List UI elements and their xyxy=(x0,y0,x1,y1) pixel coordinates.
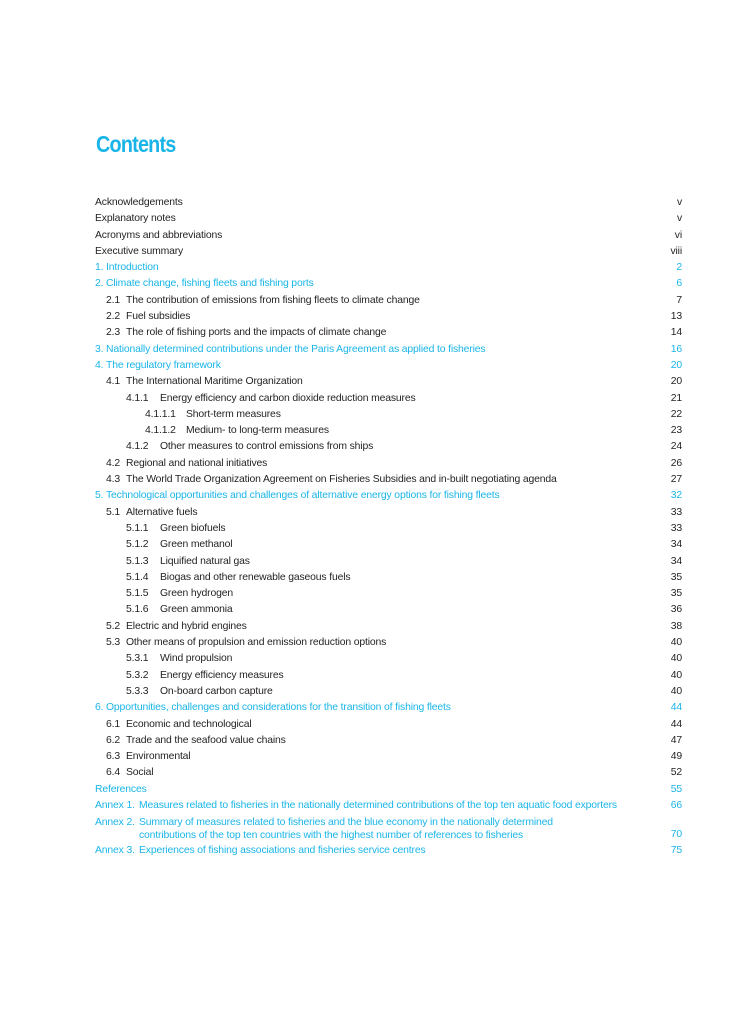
toc-entry-page: 35 xyxy=(670,588,682,600)
toc-entry[interactable] xyxy=(95,668,682,684)
toc-entry-title: The regulatory framework xyxy=(106,359,221,371)
toc-entry[interactable] xyxy=(95,814,682,843)
toc-entry-title: The International Maritime Organization xyxy=(126,376,303,388)
toc-entry-page: 34 xyxy=(670,555,682,567)
toc-entry-text xyxy=(95,244,652,260)
page-title: Contents xyxy=(96,131,176,157)
toc-entry-title: Energy efficiency and carbon dioxide reduction measures xyxy=(160,392,416,404)
toc-entry-page: 22 xyxy=(670,408,682,420)
toc-entry-text xyxy=(106,309,652,325)
toc-entry[interactable] xyxy=(95,570,682,586)
toc-entry-title: Liquified natural gas xyxy=(160,555,250,567)
toc-entry-text xyxy=(95,488,652,504)
toc-entry-number: 5.1.4 xyxy=(126,571,149,583)
toc-entry-title: Wind propulsion xyxy=(160,653,233,665)
toc-entry[interactable] xyxy=(95,407,682,423)
toc-entry-text xyxy=(95,211,652,227)
toc-entry-title: Regional and national initiatives xyxy=(126,457,268,469)
toc-entry[interactable] xyxy=(95,537,682,553)
toc-entry-text xyxy=(95,843,652,859)
toc-entry-title: Green ammonia xyxy=(160,604,233,616)
toc-entry-title: Economic and technological xyxy=(126,718,252,730)
toc-entry-page: 6 xyxy=(676,278,682,290)
toc-entry-number: 6.1 xyxy=(106,718,120,730)
toc-entry[interactable] xyxy=(95,358,682,374)
toc-entry-page: v xyxy=(676,197,682,208)
toc-entry-page: 55 xyxy=(670,783,682,795)
toc-entry-page: 40 xyxy=(670,653,682,665)
toc-entry[interactable] xyxy=(95,423,682,439)
toc-entry-text xyxy=(126,586,652,602)
toc-entry-text xyxy=(126,602,652,618)
toc-entry-number: 3. xyxy=(95,343,104,355)
toc-entry-title: Acronyms and abbreviations xyxy=(95,229,223,241)
toc-entry-number: 5.1.6 xyxy=(126,604,149,616)
toc-entry[interactable] xyxy=(95,843,682,859)
toc-entry-title: Nationally determined contributions under the Paris Agreement as applied to fisheries xyxy=(106,343,486,355)
toc-entry-title: Acknowledgements xyxy=(95,197,183,208)
toc-entry[interactable] xyxy=(95,635,682,651)
toc-entry-title: Climate change, fishing fleets and fishing ports xyxy=(106,278,314,290)
toc-entry-number: 4.1.1.1 xyxy=(145,408,176,420)
toc-entry-text xyxy=(106,456,652,472)
toc-entry-text xyxy=(126,439,652,455)
toc-entry-number: 2.1 xyxy=(106,294,120,306)
toc-entry[interactable] xyxy=(95,195,682,211)
toc-entry[interactable] xyxy=(95,228,682,244)
toc-entry-title: Green biofuels xyxy=(160,522,226,534)
toc-entry-number: 6.4 xyxy=(106,767,120,779)
toc-entry-page: 33 xyxy=(670,506,682,518)
toc-entry-page: 75 xyxy=(670,844,682,856)
toc-entry[interactable] xyxy=(95,309,682,325)
toc-entry[interactable] xyxy=(95,293,682,309)
toc-entry-page: 21 xyxy=(670,392,682,404)
toc-entry-text xyxy=(145,423,652,439)
toc-entry-text xyxy=(126,391,652,407)
toc-entry[interactable] xyxy=(95,651,682,667)
toc-entry-number: 5.1.2 xyxy=(126,539,149,551)
toc-entry-title: Technological opportunities and challenges of alternative energy options for fishing fleets xyxy=(106,490,500,502)
toc-entry-text xyxy=(106,765,652,781)
toc-entry-number: 5.3.2 xyxy=(126,669,149,681)
toc-entry-number: 5.1.3 xyxy=(126,555,149,567)
toc-entry-text xyxy=(126,570,652,586)
toc-entry-number: 5.2 xyxy=(106,620,120,632)
toc-entry-text xyxy=(95,817,652,842)
toc-entry-page: 70 xyxy=(670,828,682,840)
toc-entry-page: 47 xyxy=(670,734,682,746)
toc-entry-text xyxy=(126,554,652,570)
toc-entry[interactable] xyxy=(95,260,682,276)
toc-entry-title: Other measures to control emissions from ships xyxy=(160,441,374,453)
toc-entry[interactable] xyxy=(95,619,682,635)
toc-entry-number: 4.1.1.2 xyxy=(145,425,176,437)
toc-entry-number: 5.1.1 xyxy=(126,522,149,534)
toc-entry-text xyxy=(106,325,652,341)
toc-entry-number: 6. xyxy=(95,702,104,714)
toc-entry-page: 32 xyxy=(670,490,682,502)
toc-entry-title: Summary of measures related to fisheries and the blue economy in the nationally determined xyxy=(139,817,553,829)
toc-entry-title: Energy efficiency measures xyxy=(160,669,284,681)
toc-entry-text xyxy=(95,260,652,276)
toc-entry-text xyxy=(95,700,652,716)
toc-entry-page: 35 xyxy=(670,571,682,583)
toc-entry-text xyxy=(106,293,652,309)
toc-entry[interactable] xyxy=(95,505,682,521)
toc-entry[interactable] xyxy=(95,733,682,749)
toc-entry[interactable] xyxy=(95,456,682,472)
toc-entry-title: Opportunities, challenges and considerations for the transition of fishing fleets xyxy=(106,702,451,714)
toc-entry[interactable] xyxy=(95,244,682,260)
toc-entry-title: The contribution of emissions from fishing fleets to climate change xyxy=(126,294,420,306)
toc-entry-title: Green hydrogen xyxy=(160,588,233,600)
toc-entry-text xyxy=(106,505,652,521)
toc-entry[interactable] xyxy=(95,276,682,292)
toc-entry-page: 23 xyxy=(670,425,682,437)
toc-entry-number: 5.3.3 xyxy=(126,685,149,697)
toc-entry-title: Trade and the seafood value chains xyxy=(126,734,286,746)
toc-entry-text xyxy=(106,472,652,488)
toc-entry-number: Annex 3. xyxy=(95,844,135,856)
toc-entry-text xyxy=(95,276,652,292)
toc-entry-text xyxy=(106,635,652,651)
toc-entry[interactable] xyxy=(95,472,682,488)
toc-entry-title: The World Trade Organization Agreement on Fisheries Subsidies and in-built negotiating agenda xyxy=(126,474,557,486)
toc-entry-page: 66 xyxy=(670,799,682,811)
toc-entry-title: Measures related to fisheries in the nationally determined contributions of the top ten aquatic food exporters xyxy=(139,799,617,811)
toc-entry-title: Other means of propulsion and emission reduction options xyxy=(126,637,387,649)
toc-entry-page: 36 xyxy=(670,604,682,616)
toc-entry[interactable] xyxy=(95,374,682,390)
toc-entry[interactable] xyxy=(95,211,682,227)
toc-entry-page: 24 xyxy=(670,441,682,453)
toc-entry-page: 38 xyxy=(670,620,682,632)
toc-entry[interactable] xyxy=(95,749,682,765)
toc-entry-number: 4.2 xyxy=(106,457,120,469)
toc-entry-number: 6.2 xyxy=(106,734,120,746)
toc-entry-number: 2. xyxy=(95,278,104,290)
toc-entry-text xyxy=(106,619,652,635)
toc-entry-text xyxy=(95,195,652,211)
toc-entry-number: 4.1.2 xyxy=(126,441,149,453)
toc-entry[interactable] xyxy=(95,717,682,733)
toc-entry-title: Experiences of fishing associations and fisheries service centres xyxy=(139,844,426,856)
toc-entry-text xyxy=(126,537,652,553)
toc-entry-number: 4. xyxy=(95,359,104,371)
toc-entry-title: Explanatory notes xyxy=(95,213,176,225)
toc-entry-page: 20 xyxy=(670,359,682,371)
toc-entry[interactable] xyxy=(95,586,682,602)
toc-entry[interactable] xyxy=(95,602,682,618)
toc-entry-page: vi xyxy=(674,229,682,241)
toc-entry-number: 5.1 xyxy=(106,506,120,518)
toc-entry[interactable] xyxy=(95,325,682,341)
toc-entry-text xyxy=(126,521,652,537)
toc-entry-title: On-board carbon capture xyxy=(160,685,273,697)
toc-entry-number: 2.2 xyxy=(106,311,120,323)
toc-entry-text xyxy=(126,651,652,667)
toc-entry-title: Social xyxy=(126,767,154,779)
toc-entry-title: Biogas and other renewable gaseous fuels xyxy=(160,571,351,583)
toc-entry[interactable] xyxy=(95,700,682,716)
toc-entry-text xyxy=(106,749,652,765)
toc-entry-page: 44 xyxy=(670,718,682,730)
toc-entry-number: Annex 1. xyxy=(95,799,135,811)
toc-entry-page: 40 xyxy=(670,669,682,681)
toc-entry-title: The role of fishing ports and the impacts of climate change xyxy=(126,327,387,339)
toc-entry-title: Executive summary xyxy=(95,245,184,257)
toc-entry-text xyxy=(95,342,652,358)
toc-entry-title: Environmental xyxy=(126,751,191,763)
toc-entry-page: 40 xyxy=(670,637,682,649)
toc-entry-number: 6.3 xyxy=(106,751,120,763)
toc-entry-page: 44 xyxy=(670,702,682,714)
toc-entry-number: 2.3 xyxy=(106,327,120,339)
toc-entry-page: viii xyxy=(670,245,682,257)
toc-entry-text xyxy=(95,228,652,244)
toc-entry-page: 49 xyxy=(670,751,682,763)
toc-entry[interactable] xyxy=(95,521,682,537)
toc-entry-number: 4.1.1 xyxy=(126,392,149,404)
toc-entry-title: Fuel subsidies xyxy=(126,311,191,323)
table-of-contents xyxy=(95,195,682,859)
toc-entry[interactable] xyxy=(95,684,682,700)
toc-entry-title: Medium- to long-term measures xyxy=(186,425,329,437)
toc-entry[interactable] xyxy=(95,554,682,570)
toc-entry[interactable] xyxy=(95,765,682,781)
toc-entry-page: 33 xyxy=(670,522,682,534)
toc-entry[interactable] xyxy=(95,391,682,407)
toc-entry-page: 52 xyxy=(670,767,682,779)
toc-entry-page: 16 xyxy=(670,343,682,355)
toc-entry-number: 5. xyxy=(95,490,104,502)
toc-entry-number: 5.3 xyxy=(106,637,120,649)
toc-entry-page: 40 xyxy=(670,685,682,697)
toc-entry-page: 26 xyxy=(670,457,682,469)
toc-entry-text xyxy=(106,717,652,733)
toc-entry[interactable] xyxy=(95,488,682,504)
toc-entry-text xyxy=(106,733,652,749)
toc-entry-title: Green methanol xyxy=(160,539,233,551)
toc-entry-number: Annex 2. xyxy=(95,817,135,829)
toc-entry-page: 13 xyxy=(670,311,682,323)
toc-entry-text xyxy=(95,798,652,814)
toc-entry-title-continued: contributions of the top ten countries with the highest number of references to fisheries xyxy=(139,829,524,841)
toc-entry-title: Electric and hybrid engines xyxy=(126,620,247,632)
toc-entry-title: References xyxy=(95,783,147,795)
toc-entry-page: 7 xyxy=(676,294,682,306)
toc-entry[interactable] xyxy=(95,342,682,358)
toc-entry-title: Short-term measures xyxy=(186,408,281,420)
toc-entry-text xyxy=(95,782,652,798)
toc-entry-title: Introduction xyxy=(106,262,159,274)
toc-entry-page: 2 xyxy=(676,262,682,274)
toc-entry-text xyxy=(145,407,652,423)
toc-entry-text xyxy=(126,668,652,684)
toc-entry-page: 20 xyxy=(670,376,682,388)
toc-entry-text xyxy=(95,358,652,374)
toc-entry-text xyxy=(106,374,652,390)
toc-entry-number: 5.1.5 xyxy=(126,588,149,600)
toc-entry-text xyxy=(126,684,652,700)
toc-entry[interactable] xyxy=(95,439,682,455)
toc-entry-page: 14 xyxy=(670,327,682,339)
toc-entry[interactable] xyxy=(95,798,682,814)
toc-entry-number: 4.3 xyxy=(106,474,120,486)
toc-entry-number: 1. xyxy=(95,262,104,274)
toc-entry-page: v xyxy=(676,213,682,225)
toc-entry[interactable] xyxy=(95,782,682,798)
toc-entry-number: 4.1 xyxy=(106,376,120,388)
toc-entry-title: Alternative fuels xyxy=(126,506,198,518)
toc-entry-page: 27 xyxy=(670,474,682,486)
toc-entry-page: 34 xyxy=(670,539,682,551)
toc-entry-number: 5.3.1 xyxy=(126,653,149,665)
